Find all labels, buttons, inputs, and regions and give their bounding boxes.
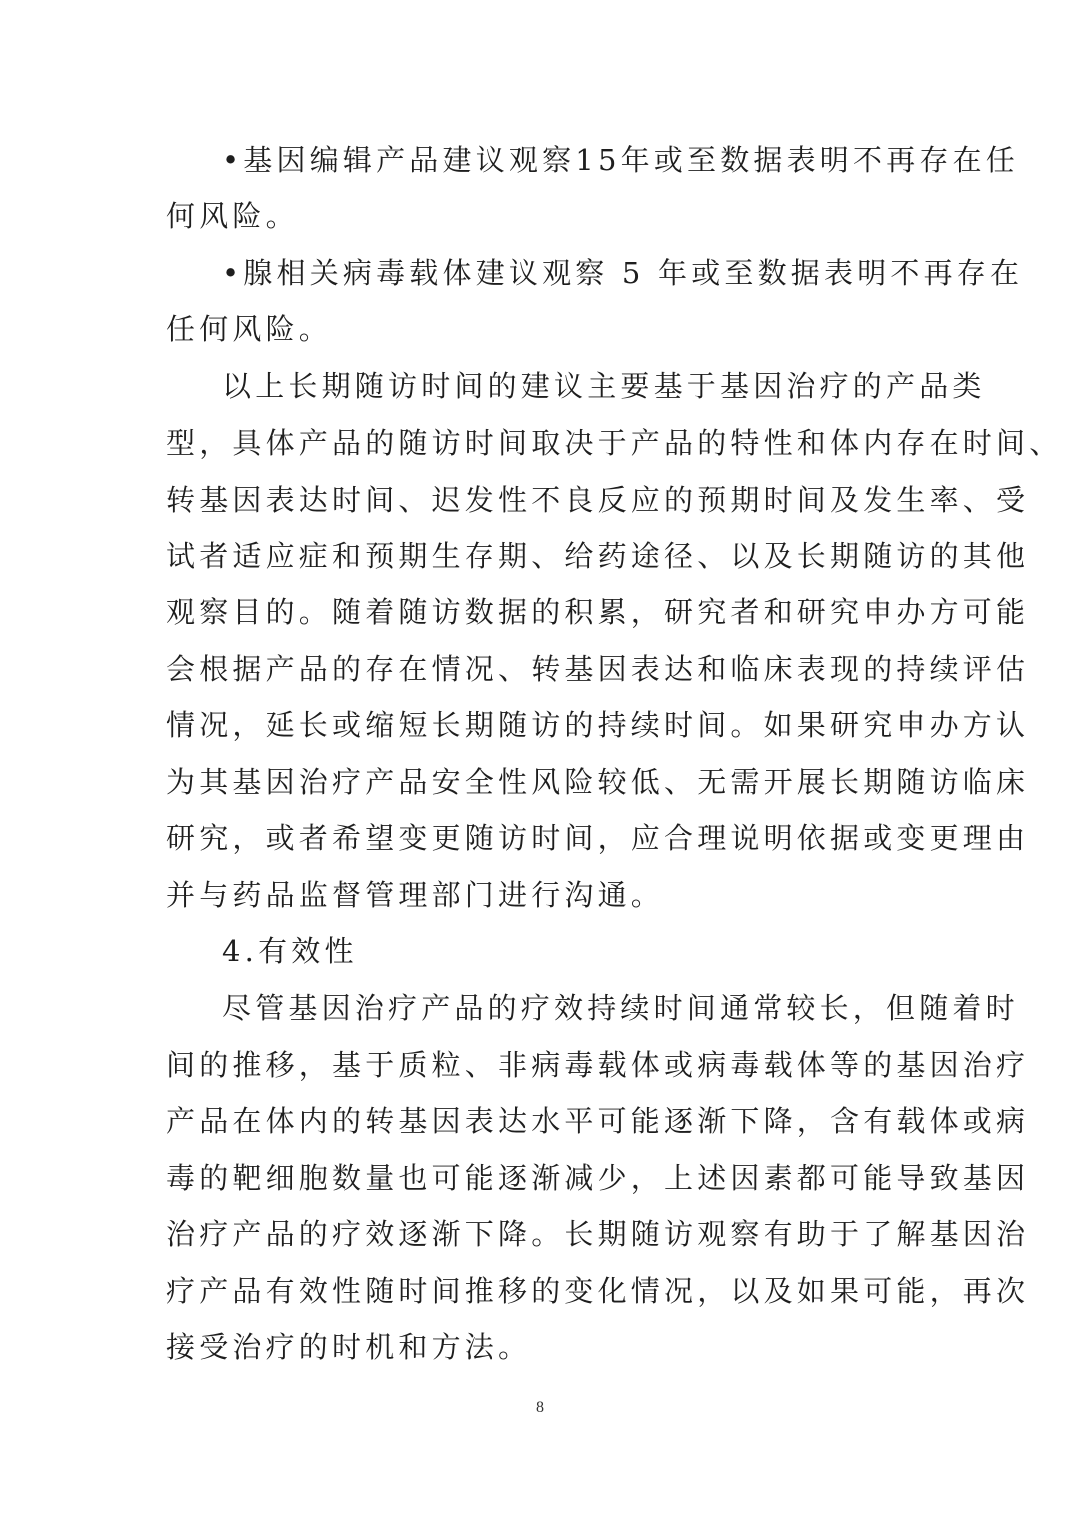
paragraph-followup-line-4: 试者适应症和预期生存期、给药途径、以及长期随访的其他: [166, 539, 1030, 573]
paragraph-followup-line-9: 研究，或者希望变更随访时间，应合理说明依据或变更理由: [166, 821, 1030, 855]
page-number: 8: [536, 1399, 544, 1416]
section-heading-efficacy: 4.有效性: [222, 934, 358, 968]
paragraph-efficacy-line-4: 毒的靶细胞数量也可能逐渐减少，上述因素都可能导致基因: [166, 1161, 1030, 1195]
paragraph-followup-line-2: 型，具体产品的随访时间取决于产品的特性和体内存在时间、: [166, 426, 1063, 460]
bullet-aav-line-2: 任何风险。: [166, 312, 333, 346]
paragraph-followup-line-10: 并与药品监督管理部门进行沟通。: [166, 878, 665, 912]
paragraph-followup-line-8: 为其基因治疗产品安全性风险较低、无需开展长期随访临床: [166, 765, 1030, 799]
paragraph-efficacy-line-1: 尽管基因治疗产品的疗效持续时间通常较长，但随着时: [222, 991, 1019, 1025]
bullet-gene-editing-line-2: 何风险。: [166, 199, 299, 233]
paragraph-followup-line-5: 观察目的。随着随访数据的积累，研究者和研究申办方可能: [166, 595, 1030, 629]
bullet-gene-editing-line-1: •基因编辑产品建议观察15年或至数据表明不再存在任: [222, 143, 1020, 177]
paragraph-followup-line-1: 以上长期随访时间的建议主要基于基因治疗的产品类: [222, 369, 986, 403]
paragraph-efficacy-line-2: 间的推移，基于质粒、非病毒载体或病毒载体等的基因治疗: [166, 1048, 1030, 1082]
paragraph-efficacy-line-6: 疗产品有效性随时间推移的变化情况，以及如果可能，再次: [166, 1274, 1030, 1308]
paragraph-efficacy-line-3: 产品在体内的转基因表达水平可能逐渐下降，含有载体或病: [166, 1104, 1030, 1138]
paragraph-efficacy-line-5: 治疗产品的疗效逐渐下降。长期随访观察有助于了解基因治: [166, 1217, 1030, 1251]
paragraph-followup-line-3: 转基因表达时间、迟发性不良反应的预期时间及发生率、受: [166, 483, 1030, 517]
bullet-aav-line-1: •腺相关病毒载体建议观察 5 年或至数据表明不再存在: [222, 256, 1024, 290]
paragraph-followup-line-6: 会根据产品的存在情况、转基因表达和临床表现的持续评估: [166, 652, 1030, 686]
paragraph-efficacy-line-7: 接受治疗的时机和方法。: [166, 1330, 532, 1364]
paragraph-followup-line-7: 情况，延长或缩短长期随访的持续时间。如果研究申办方认: [166, 708, 1030, 742]
